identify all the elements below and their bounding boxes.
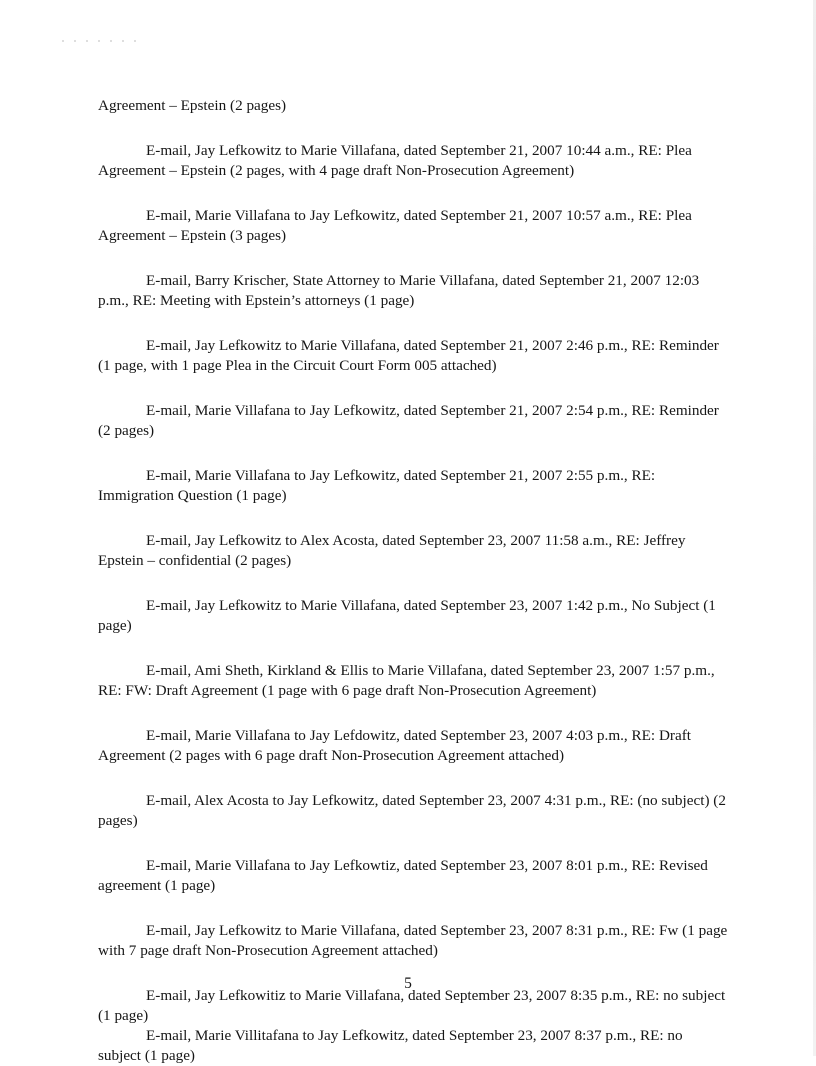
scan-artifact bbox=[62, 40, 142, 42]
list-item: E-mail, Jay Lefkowitz to Marie Villafana, dated September 21, 2007 2:46 p.m., RE: Reminder (1 page, with 1 page Plea in the Circuit Court Form 005 attached) bbox=[98, 337, 719, 374]
exhibit-list bbox=[98, 96, 728, 1066]
page-number: 5 bbox=[404, 975, 412, 992]
list-item: E-mail, Jay Lefkowitz to Marie Villafana, dated September 21, 2007 10:44 a.m., RE: Plea Agreement – Epstein (2 pages, with 4 page draft Non-Prosecution Agreement) bbox=[98, 142, 692, 179]
list-item: E-mail, Barry Krischer, State Attorney to Marie Villafana, dated September 21, 2007 12:03 p.m., RE: Meeting with Epstein’s attorneys (1 page) bbox=[98, 272, 700, 309]
list-item: E-mail, Jay Lefkowitiz to Marie Villafana, dated September 23, 2007 8:35 p.m., RE: no subject (1 page) bbox=[98, 987, 726, 1024]
list-item: E-mail, Marie Villafana to Jay Lefkowtiz, dated September 23, 2007 8:01 p.m., RE: Revised agreement (1 page) bbox=[98, 857, 708, 894]
list-item: E-mail, Jay Lefkowitz to Marie Villafana, dated September 23, 2007 8:31 p.m., RE: Fw (1 page with 7 page draft Non-Prosecution Agreement attached) bbox=[98, 922, 728, 959]
list-item: E-mail, Ami Sheth, Kirkland & Ellis to Marie Villafana, dated September 23, 2007 1:57 p.m., RE: FW: Draft Agreement (1 page with 6 page draft Non-Prosecution Agreement) bbox=[98, 662, 715, 699]
list-item: E-mail, Jay Lefkowitz to Alex Acosta, dated September 23, 2007 11:58 a.m., RE: Jeffrey Epstein – confidential (2 pages) bbox=[98, 532, 686, 569]
list-item: E-mail, Marie Villafana to Jay Lefdowitz, dated September 23, 2007 4:03 p.m., RE: Draft Agreement (2 pages with 6 page draft Non-Prosecution Agreement attached) bbox=[98, 727, 691, 764]
list-item: E-mail, Jay Lefkowitz to Marie Villafana, dated September 23, 2007 1:42 p.m., No Subject (1 page) bbox=[98, 597, 716, 634]
list-item: E-mail, Marie Villafana to Jay Lefkowitz, dated September 21, 2007 2:55 p.m., RE: Immigration Question (1 page) bbox=[98, 467, 656, 504]
list-item: E-mail, Marie Villafana to Jay Lefkowitz, dated September 21, 2007 10:57 a.m., RE: Plea Agreement – Epstein (3 pages) bbox=[98, 207, 692, 244]
list-item: Agreement – Epstein (2 pages) bbox=[98, 97, 287, 114]
list-item: E-mail, Marie Villafana to Jay Lefkowitz, dated September 21, 2007 2:54 p.m., RE: Reminder (2 pages) bbox=[98, 402, 719, 439]
list-item: E-mail, Marie Villitafana to Jay Lefkowitz, dated September 23, 2007 8:37 p.m., RE: no subject (1 page) bbox=[98, 1027, 683, 1064]
list-item: E-mail, Alex Acosta to Jay Lefkowitz, dated September 23, 2007 4:31 p.m., RE: (no subject) (2 pages) bbox=[98, 792, 726, 829]
